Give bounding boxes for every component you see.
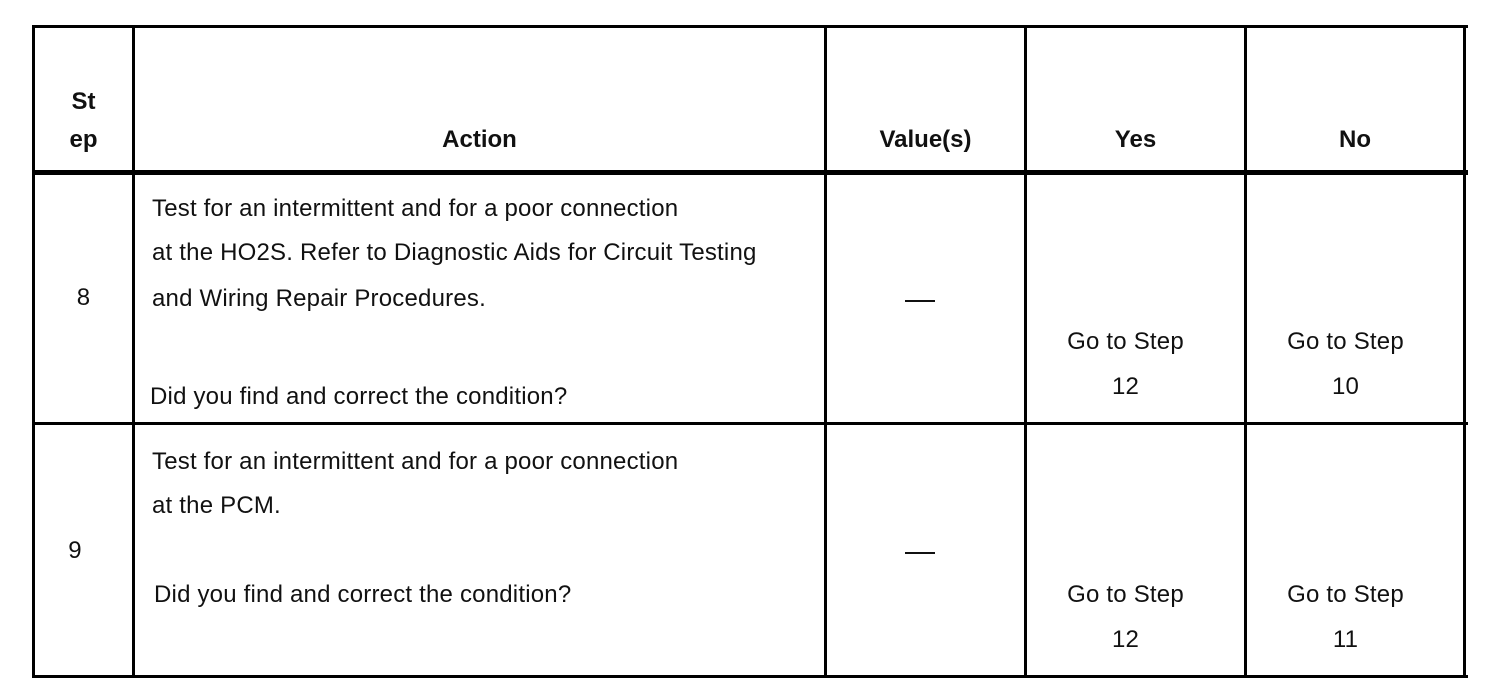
header-yes: Yes (1114, 126, 1157, 153)
header-no: No (1339, 126, 1371, 153)
action-line: and Wiring Repair Procedures. (152, 285, 486, 312)
value-dash (905, 552, 935, 554)
yes-go-to-step: Go to Step (1067, 328, 1184, 355)
table-right-border (1463, 25, 1466, 678)
action-question: Did you find and correct the condition? (154, 581, 572, 608)
action-line: Test for an intermittent and for a poor connection (152, 448, 679, 475)
table-top-border (32, 25, 1468, 28)
no-step-number: 11 (1332, 626, 1359, 653)
yes-step-number: 12 (1111, 373, 1140, 400)
header-step-line2: ep (69, 126, 98, 153)
no-step-number: 10 (1331, 373, 1360, 400)
action-line: Test for an intermittent and for a poor connection (152, 195, 679, 222)
header-values: Value(s) (879, 126, 972, 153)
header-step-line1: St (71, 88, 96, 115)
value-dash (905, 300, 935, 302)
yes-step-number: 12 (1111, 626, 1140, 653)
action-line: at the PCM. (152, 492, 281, 519)
header-bottom-border (32, 170, 1468, 175)
column-divider-step (132, 25, 135, 678)
table-left-border (32, 25, 35, 678)
row-step-number: 9 (68, 537, 82, 564)
action-question: Did you find and correct the condition? (150, 383, 568, 410)
row-step-number: 8 (76, 284, 91, 311)
yes-go-to-step: Go to Step (1067, 581, 1184, 608)
no-go-to-step: Go to Step (1287, 328, 1404, 355)
no-go-to-step: Go to Step (1287, 581, 1404, 608)
column-divider-action (824, 25, 827, 678)
header-action: Action (442, 126, 517, 153)
action-line: at the HO2S. Refer to Diagnostic Aids for Circuit Testing (152, 239, 757, 266)
table-bottom-border (32, 675, 1468, 678)
row-divider (32, 422, 1468, 425)
